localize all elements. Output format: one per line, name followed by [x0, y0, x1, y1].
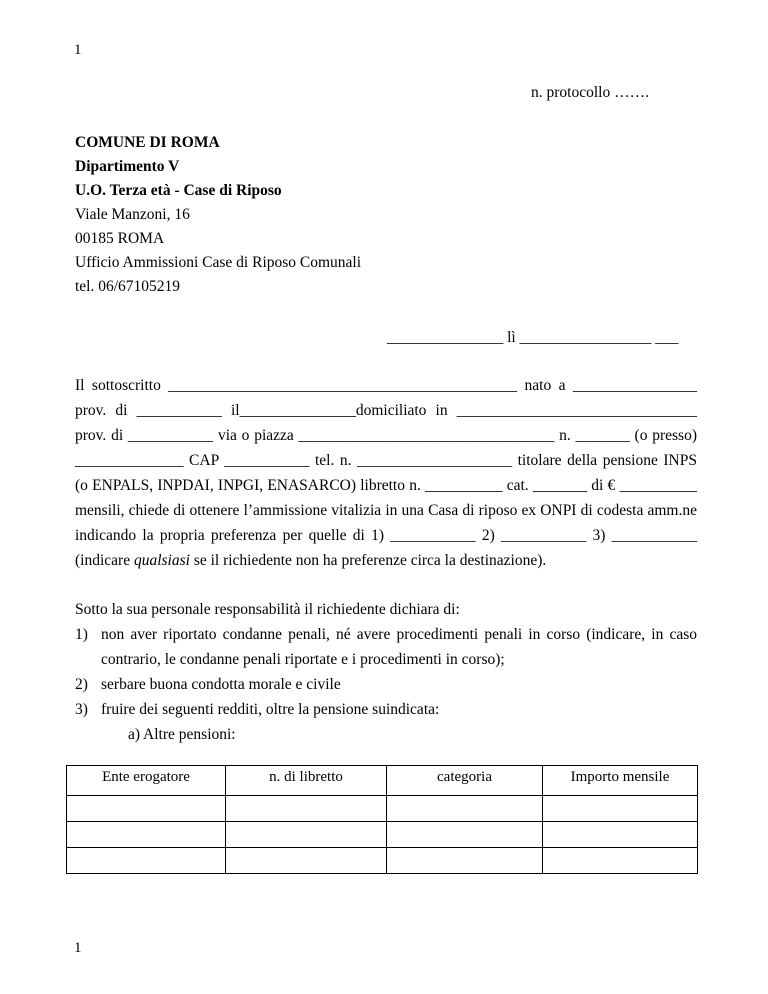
table-row [67, 822, 698, 848]
table-cell[interactable] [67, 822, 226, 848]
table-cell[interactable] [543, 822, 698, 848]
note-suffix: se il richiedente non ha preferenze circa la destinazione). [189, 552, 547, 569]
protocol-number: n. protocollo ……. [531, 84, 649, 101]
item-text: non aver riportato condanne penali, né avere procedimenti penali in corso (indicare, in caso [101, 626, 697, 643]
declaration-intro: Sotto la sua personale responsabilità il richiedente dichiara di: [75, 601, 460, 618]
note-prefix: (indicare [75, 552, 134, 569]
item-number: 2) [75, 676, 88, 693]
address-department: Dipartimento V [75, 158, 180, 175]
header-booklet-number: n. di libretto [226, 766, 387, 796]
table-cell[interactable] [226, 848, 387, 874]
item-text: fruire dei seguenti redditi, oltre la pensione suindicata: [101, 701, 440, 718]
item-text: serbare buona condotta morale e civile [101, 676, 341, 693]
table-cell[interactable] [226, 822, 387, 848]
table-row [67, 848, 698, 874]
page-number-bottom: 1 [74, 940, 82, 956]
table-cell[interactable] [387, 796, 543, 822]
header-provider: Ente erogatore [67, 766, 226, 796]
table-cell[interactable] [543, 796, 698, 822]
header-category: categoria [387, 766, 543, 796]
form-line-applicant: Il sottoscritto _____________________________________________ nato a ________________ [75, 377, 697, 394]
table-header-row [67, 766, 698, 796]
table-cell[interactable] [387, 848, 543, 874]
address-city: 00185 ROMA [75, 230, 165, 247]
form-line-request: mensili, chiede di ottenere l’ammissione vitalizia in una Casa di riposo ex ONPI di codesta amm.ne [75, 502, 697, 519]
address-phone: tel. 06/67105219 [75, 278, 181, 295]
item-text-continued: contrario, le condanne penali riportate e i procedimenti in corso); [101, 651, 505, 668]
form-line-postcode-phone: ______________ CAP ___________ tel. n. ____________________ titolare della pensione INPS [75, 452, 697, 469]
address-street: Viale Manzoni, 16 [75, 206, 190, 223]
table-cell[interactable] [67, 796, 226, 822]
recipient-address [75, 131, 361, 299]
form-line-birth-residence: prov. di ___________ il_______________domiciliato in _______________________________ [75, 402, 697, 419]
address-office: Ufficio Ammissioni Case di Riposo Comunali [75, 254, 362, 271]
address-municipality: COMUNE DI ROMA [75, 134, 220, 151]
form-line-note [75, 552, 546, 570]
page-number-top: 1 [74, 42, 82, 58]
address-unit: U.O. Terza età - Case di Riposo [75, 182, 282, 199]
item-number: 3) [75, 701, 88, 718]
table-cell[interactable] [543, 848, 698, 874]
header-monthly-amount: Importo mensile [543, 766, 698, 796]
table-row [67, 796, 698, 822]
table-cell[interactable] [387, 822, 543, 848]
pensions-table [66, 765, 698, 874]
place-date-line: _______________ lì _________________ ___ [387, 329, 679, 346]
declaration-subitem-a: a) Altre pensioni: [128, 726, 236, 743]
form-line-street: prov. di ___________ via o piazza _________________________________ n. _______ (o presso) [75, 427, 697, 444]
table-cell[interactable] [67, 848, 226, 874]
table-cell[interactable] [226, 796, 387, 822]
item-number: 1) [75, 626, 88, 643]
note-emphasis: qualsiasi [133, 552, 190, 569]
form-line-pension: (o ENPALS, INPDAI, INPGI, ENASARCO) libretto n. __________ cat. _______ di € __________ [75, 477, 697, 494]
form-line-preferences: indicando la propria preferenza per quelle di 1) ___________ 2) ___________ 3) ___________ [75, 527, 697, 544]
